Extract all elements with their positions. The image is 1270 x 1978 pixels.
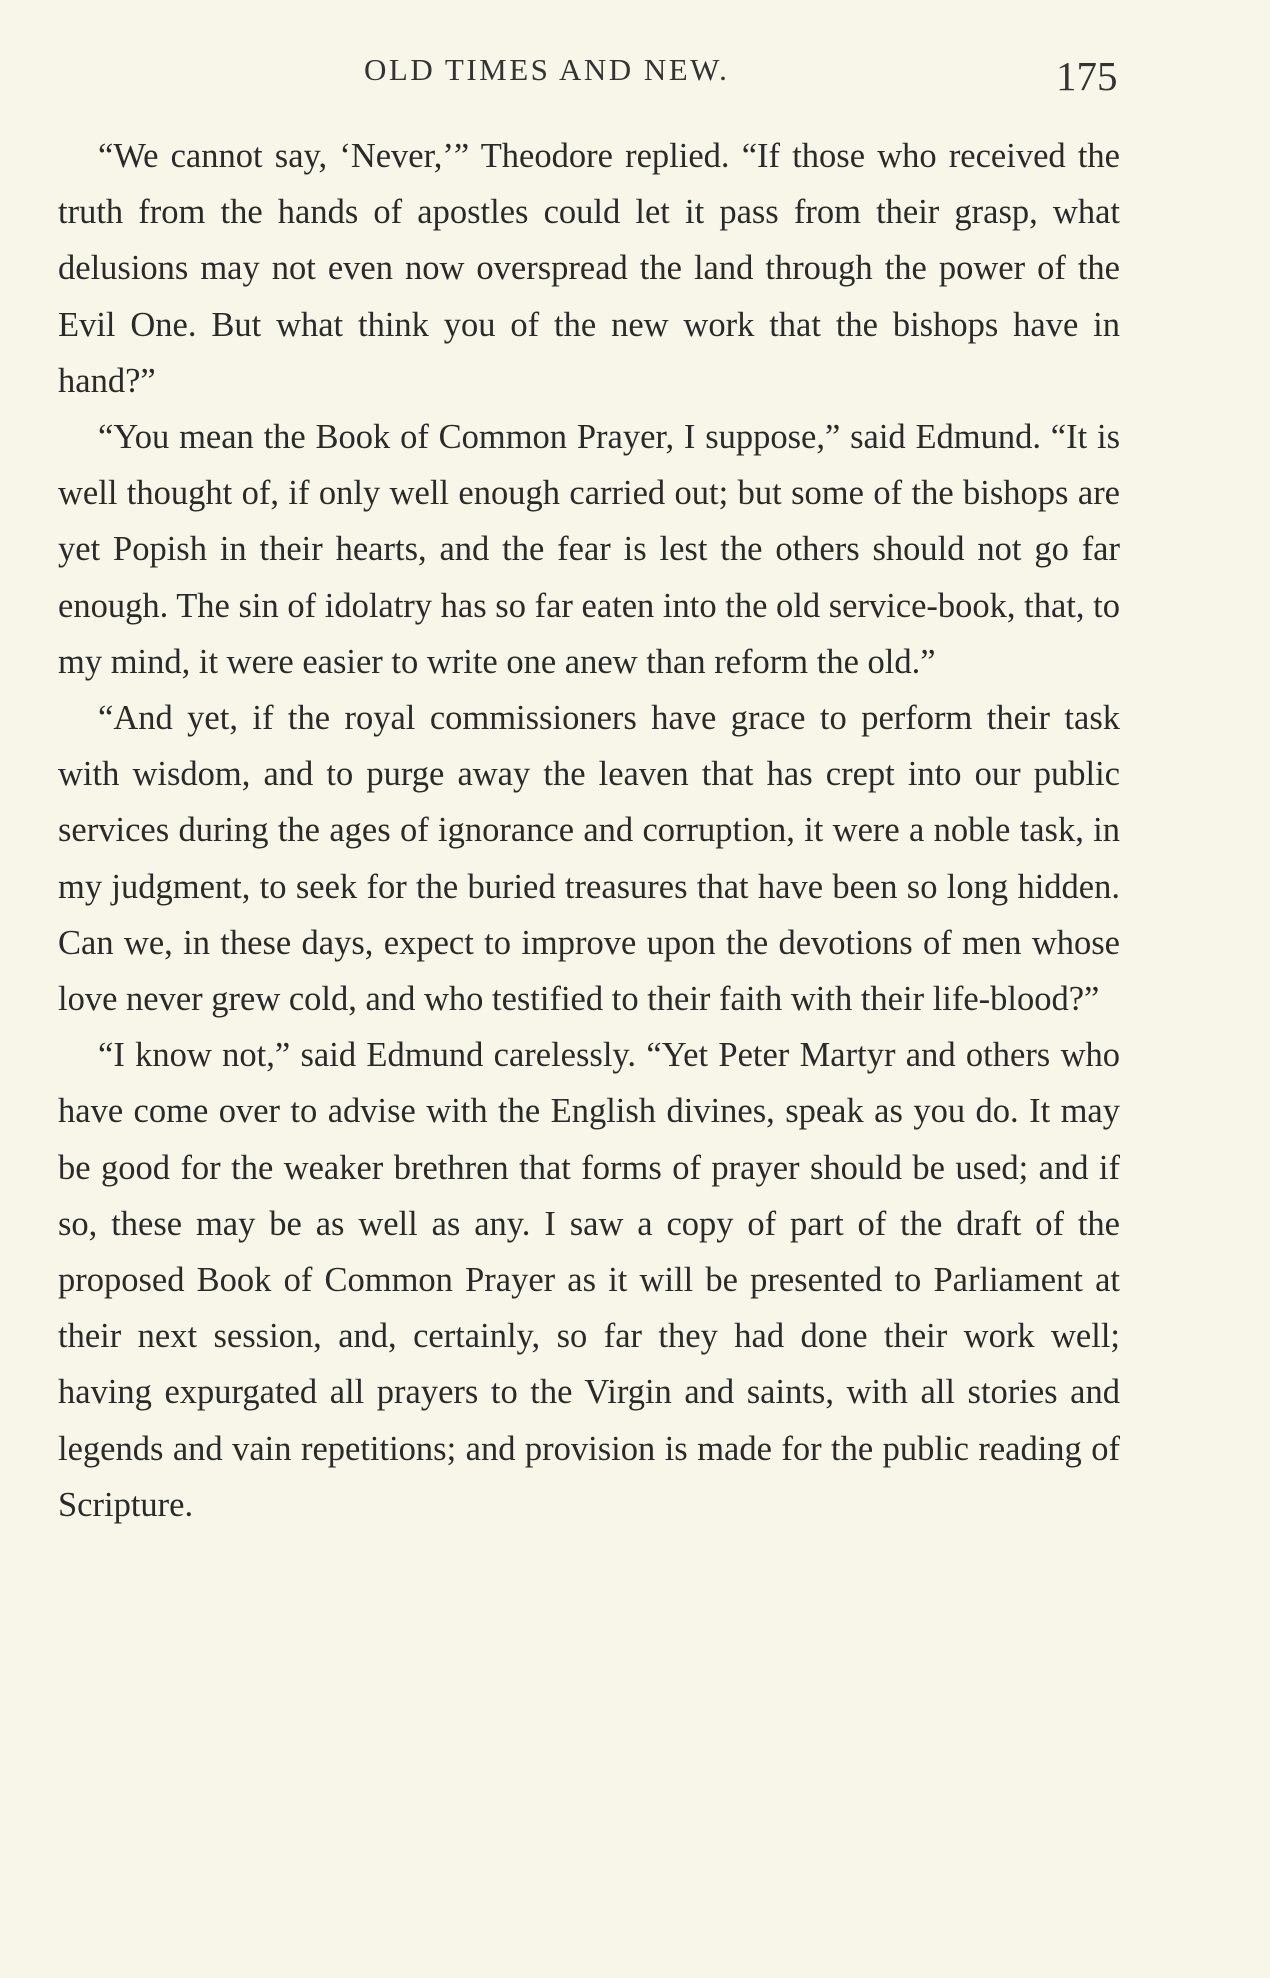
running-head: OLD TIMES AND NEW. [364,52,730,87]
page-number: 175 [1056,53,1118,99]
body-text [58,128,1120,1533]
paragraph: “I know not,” said Edmund carelessly. “Yet Peter Martyr and others who have come over to advise with the English divines, speak as you do. It may be good for the weaker brethren that forms of prayer should be used; and if so, these may be as well as any. I saw a copy of part of the draft of the proposed Book of Common Prayer as it will be presented to Parliament at their next session, and, certainly, so far they had done their work well; having expurgated all prayers to the Virgin and saints, with all stories and legends and vain repetitions; and provision is made for the public reading of Scripture. [58,1036,1120,1524]
paragraph: “You mean the Book of Common Prayer, I suppose,” said Edmund. “It is well thought of, if only well enough carried out; but some of the bishops are yet Popish in their hearts, and the fear is lest the others should not go far enough. The sin of idolatry has so far eaten into the old service-book, that, to my mind, it were easier to write one anew than reform the old.” [58,418,1120,681]
paragraph: “And yet, if the royal commissioners have grace to perform their task with wisdom, and to purge away the leaven that has crept into our public services during the ages of ignorance and corruption, it were a noble task, in my judgment, to seek for the buried treasures that have been so long hidden. Can we, in these days, expect to improve upon the devotions of men whose love never grew cold, and who testified to their faith with their life-blood?” [58,699,1120,1019]
paragraph: “We cannot say, ‘Never,’” Theodore replied. “If those who received the truth from the hands of apostles could let it pass from their grasp, what delusions may not even now overspread the land through the power of the Evil One. But what think you of the new work that the bishops have in hand?” [58,137,1120,400]
